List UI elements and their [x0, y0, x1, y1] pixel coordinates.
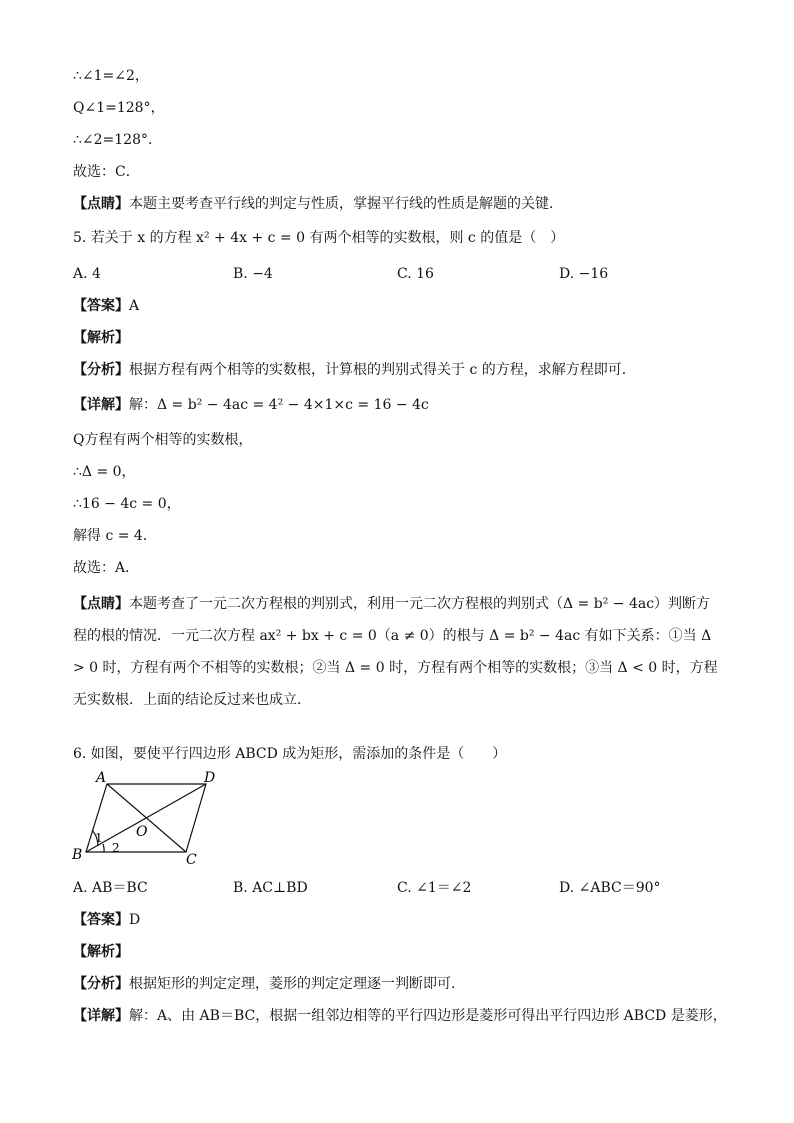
choice-b: B. −4 [233, 266, 273, 282]
detail-tag: 【详解】 [73, 1008, 129, 1024]
choice-d: D. ∠ABC＝90° [559, 880, 661, 896]
text-line: ∴Δ = 0， [73, 464, 136, 480]
analysis-text: 根据矩形的判定定理，菱形的判定定理逐一判断即可． [129, 976, 465, 992]
label-o: O [136, 824, 148, 840]
comment-text: 本题考查了一元二次方程根的判别式，利用一元二次方程根的判别式（Δ = b² − 4ac）判断方程的根的情况．一元二次方程 ax² + bx + c = 0（a ≠ 0）的根与 Δ = b² − 4ac 有如下关系：①当 Δ > 0 时，方程有两个不相等的实数根；②当 Δ = 0 时，方程有两个相等的实数根；③当 Δ < 0 时，方程无实数根．上面的结论反过来也成立． [73, 596, 718, 708]
comment-block [73, 588, 723, 716]
parallelogram-figure [70, 768, 220, 872]
label-d: D [204, 770, 216, 786]
text-line: 故选：C． [73, 164, 140, 180]
question-6: 6. 如图，要使平行四边形 ABCD 成为矩形，需添加的条件是（ ） [73, 746, 507, 762]
choice-d: D. −16 [559, 266, 609, 282]
angle-arc-2 [103, 844, 104, 852]
detail-text: 解：Δ = b² − 4ac = 4² − 4×1×c = 16 − 4c [129, 397, 429, 413]
answer-tag: 【答案】 [73, 912, 129, 928]
analysis-line [73, 360, 636, 380]
question-5: 5. 若关于 x 的方程 x² + 4x + c = 0 有两个相等的实数根，则 c 的值是（ ） [73, 230, 565, 246]
analysis-text: 根据方程有两个相等的实数根，计算根的判别式得关于 c 的方程，求解方程即可． [129, 362, 636, 378]
analysis-heading: 【解析】 [73, 944, 129, 960]
detail-line [73, 395, 429, 415]
label-b: B [72, 847, 83, 863]
detail-line [73, 1006, 727, 1026]
choice-b: B. AC⊥BD [233, 880, 308, 896]
choice-a: A. AB＝BC [73, 880, 148, 896]
comment-text: 本题主要考查平行线的判定与性质，掌握平行线的性质是解题的关键． [129, 196, 563, 212]
label-angle-1: 1 [95, 831, 103, 845]
text-line: 故选：A． [73, 560, 140, 576]
text-line: Q方程有两个相等的实数根， [73, 432, 253, 448]
choice-c: C. ∠1＝∠2 [397, 880, 472, 896]
text-line: ∴∠1=∠2， [73, 68, 149, 84]
comment-line [73, 194, 563, 214]
answer-value: A [129, 298, 140, 314]
text-line: 解得 c = 4． [73, 528, 157, 544]
analysis-tag: 【分析】 [73, 362, 129, 378]
answer-line [73, 296, 139, 316]
comment-tag: 【点睛】 [73, 596, 129, 612]
comment-tag: 【点睛】 [73, 196, 129, 212]
label-c: C [186, 852, 197, 868]
label-a: A [96, 770, 107, 786]
answer-tag: 【答案】 [73, 298, 129, 314]
answer-value: D [129, 912, 141, 928]
analysis-heading: 【解析】 [73, 330, 129, 346]
detail-tag: 【详解】 [73, 397, 129, 413]
detail-text: 解：A、由 AB＝BC，根据一组邻边相等的平行四边形是菱形可得出平行四边形 ABCD 是菱形， [129, 1008, 727, 1024]
choice-a: A. 4 [73, 266, 101, 282]
analysis-line [73, 974, 465, 994]
answer-line [73, 910, 140, 930]
text-line: ∴∠2=128°． [73, 132, 162, 148]
analysis-tag: 【分析】 [73, 976, 129, 992]
choice-c: C. 16 [397, 266, 434, 282]
label-angle-2: 2 [112, 841, 120, 855]
text-line: Q∠1=128°， [73, 100, 165, 116]
text-line: ∴16 − 4c = 0， [73, 496, 181, 512]
